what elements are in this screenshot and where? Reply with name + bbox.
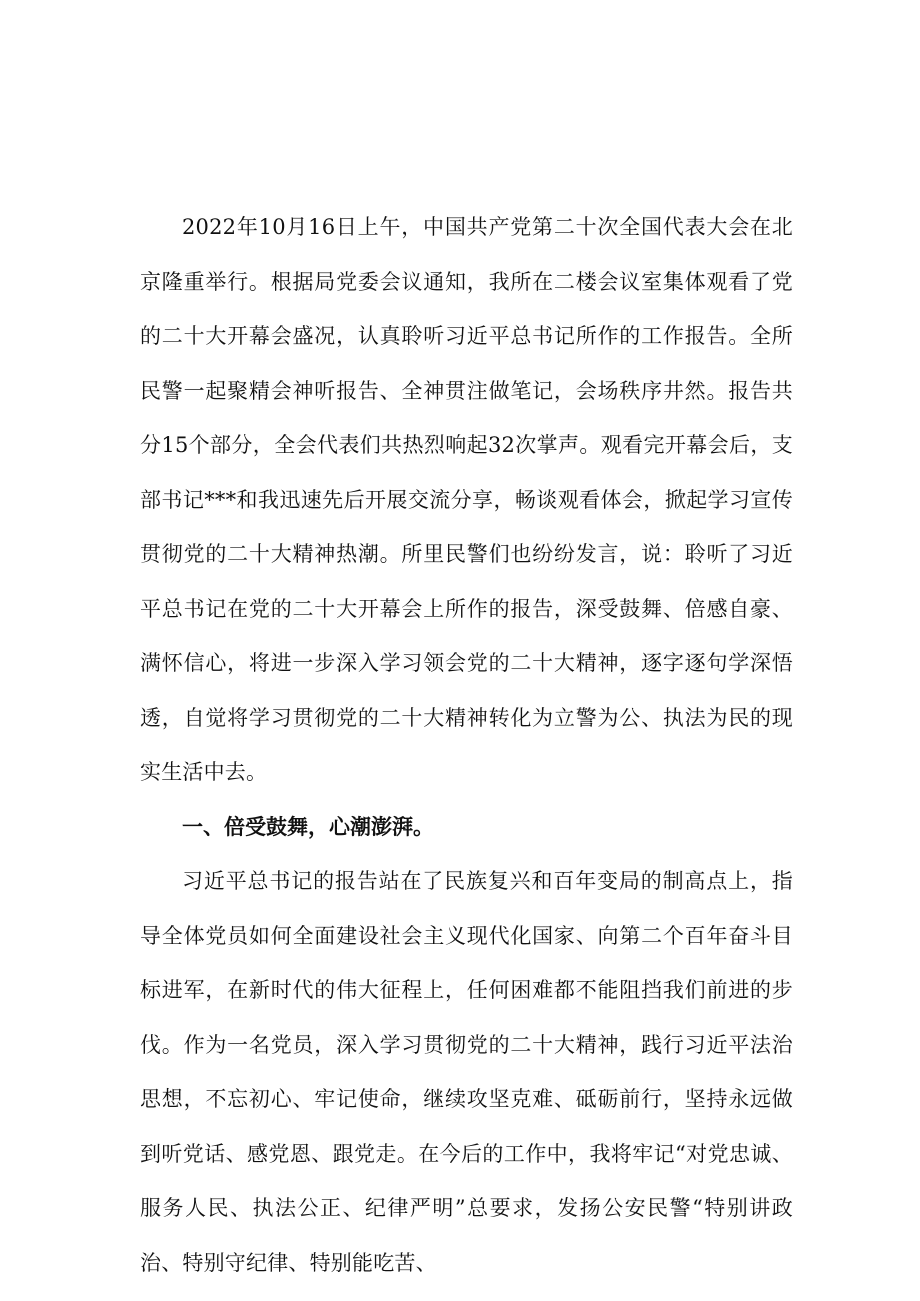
- document-body: [140, 200, 793, 1290]
- section-heading: 一、倍受鼓舞，心潮澎湃。: [182, 814, 434, 839]
- paragraph-section-1: 习近平总书记的报告站在了民族复兴和百年变局的制高点上，指导全体党员如何全面建设社会主义现代化国家、向第二个百年奋斗目标进军，在新时代的伟大征程上，任何困难都不能阻挡我们前进的步伐。作为一名党员，深入学习贯彻党的二十大精神，践行习近平法治思想，不忘初心、牢记使命，继续攻坚克难、砥砺前行，坚持永远做到听党话、感党恩、跟党走。在今后的工作中，我将牢记“对党忠诚、服务人民、执法公正、纪律严明”总要求，发扬公安民警“特别讲政治、特别守纪律、特别能吃苦、: [140, 869, 793, 1275]
- paragraph-intro: 2022年10月16日上午，中国共产党第二十次全国代表大会在北京隆重举行。根据局党委会议通知，我所在二楼会议室集体观看了党的二十大开幕会盛况，认真聆听习近平总书记所作的工作报告。全所民警一起聚精会神听报告、全神贯注做笔记，会场秩序井然。报告共分15个部分，全会代表们共热烈响起32次掌声。观看完开幕会后，支部书记***和我迅速先后开展交流分享，畅谈观看体会，掀起学习宣传贯彻党的二十大精神热潮。所里民警们也纷纷发言，说：聆听了习近平总书记在党的二十大开幕会上所作的报告，深受鼓舞、倍感自豪、满怀信心，将进一步深入学习领会党的二十大精神，逐字逐句学深悟透，自觉将学习贯彻党的二十大精神转化为立警为公、执法为民的现实生活中去。: [140, 215, 793, 784]
